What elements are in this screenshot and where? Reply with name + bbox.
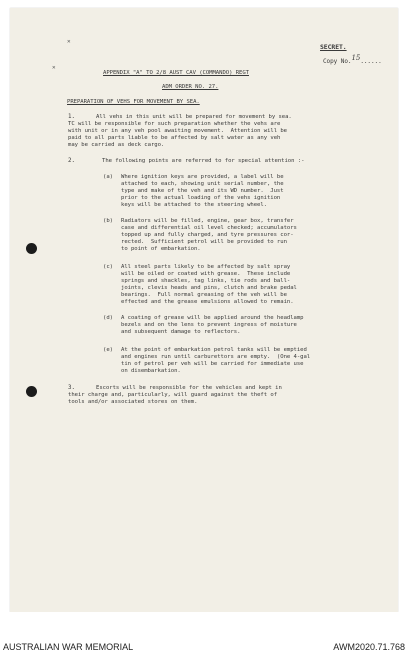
paragraph-line: with unit or in any veh pool awaiting movement. Attention will be [68, 128, 287, 134]
item-line: and engines run until carburettors are empty. (One 4-gal [121, 354, 311, 360]
section-title: PREPARATION OF VEHS FOR MOVEMENT BY SEA. [67, 99, 200, 105]
paragraph-number: 1. [68, 114, 75, 120]
item-line: springs and shackles, tag links, tie rods and ball- [121, 278, 291, 284]
item-line: tin of petrol per veh will be carried for immediate use [121, 361, 304, 367]
paragraph-line: may be carried as deck cargo. [68, 142, 165, 148]
item-line: type and make of the veh and its WD number. Just [121, 188, 284, 194]
punch-hole-top [26, 243, 37, 254]
item-line: to point of embarkation. [121, 246, 201, 252]
copy-trail: ...... [360, 58, 382, 65]
item-line: effected and the grease emulsions allowed to remain. [121, 299, 294, 305]
footer-accession-number: AWM2020.71.768 [333, 642, 405, 652]
item-label: (e) [103, 347, 113, 353]
item-line: rected. Sufficient petrol will be provided to run [121, 239, 287, 245]
item-line: attached to each, showing unit serial number, the [121, 181, 284, 187]
item-line: and subsequent damage to reflectors. [121, 329, 241, 335]
order-title: ADM ORDER NO. 27. [162, 84, 219, 90]
item-line: case and differential oil level checked; accumulators [121, 225, 297, 231]
item-line: bezels and on the lens to prevent ingress of moisture [121, 322, 297, 328]
copy-label: Copy No. [323, 58, 352, 65]
paragraph-line: their charge and, particularly, will guard against the theft of [68, 392, 278, 398]
paragraph-line: TC will be responsible for such preparation whether the vehs are [68, 121, 281, 127]
staple-mark: ✕ [67, 38, 71, 45]
paragraph-line: paid to all parts liable to be affected by salt water as any veh [68, 135, 281, 141]
paragraph-number: 2. [68, 158, 75, 164]
item-line: on disembarkation. [121, 368, 181, 374]
item-line: At the point of embarkation petrol tanks will be emptied [121, 347, 307, 353]
classification-marking: SECRET. [320, 43, 347, 51]
item-label: (c) [103, 264, 113, 270]
paragraph-line: Escorts will be responsible for the vehicles and kept in [96, 385, 282, 391]
item-line: Where ignition keys are provided, a label will be [121, 174, 284, 180]
item-line: keys will be attached to the steering wheel. [121, 202, 267, 208]
item-line: Radiators will be filled, engine, gear box, transfer [121, 218, 294, 224]
copy-number: 15 [351, 54, 361, 62]
paragraph-line: The following points are referred to for special attention :- [102, 158, 305, 164]
item-label: (d) [103, 315, 113, 321]
punch-hole-bottom [26, 386, 37, 397]
item-line: will be oiled or coated with grease. These include [121, 271, 291, 277]
staple-mark: ✕ [52, 64, 56, 71]
appendix-title: APPENDIX "A" TO 2/8 AUST CAV (COMMANDO) REGT [103, 70, 249, 76]
copy-number-line [323, 54, 382, 66]
item-label: (a) [103, 174, 113, 180]
item-line: prior to the actual loading of the vehs ignition [121, 195, 281, 201]
item-label: (b) [103, 218, 113, 224]
document-page [10, 8, 398, 612]
item-line: A coating of grease will be applied around the headlamp [121, 315, 304, 321]
item-line: topped up and fully charged, and tyre pressures cor- [121, 232, 294, 238]
item-line: All steel parts likely to be affected by salt spray [121, 264, 291, 270]
paragraph-line: All vehs in this unit will be prepared for movement by sea. [96, 114, 292, 120]
item-line: joints, clevis heads and pins, clutch and brake pedal [121, 285, 297, 291]
footer-institution: AUSTRALIAN WAR MEMORIAL [3, 642, 134, 652]
archive-footer [0, 612, 408, 653]
paragraph-line: tools and/or associated stores on them. [68, 399, 198, 405]
paragraph-number: 3. [68, 385, 75, 391]
item-line: bearings. Full normal greasing of the veh will be [121, 292, 287, 298]
